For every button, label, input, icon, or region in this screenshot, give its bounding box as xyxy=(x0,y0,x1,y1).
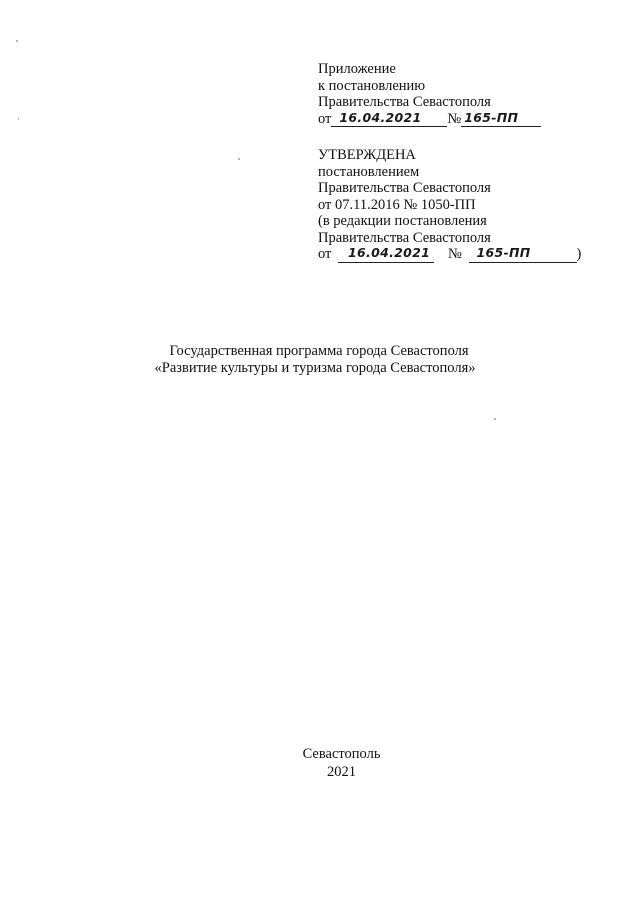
approved-line-1: УТВЕРЖДЕНА xyxy=(318,147,416,163)
scan-speck xyxy=(16,40,18,42)
approved-date-field xyxy=(338,247,434,263)
approval-stamp-block xyxy=(318,147,581,263)
approved-line-5: (в редакции постановления xyxy=(318,213,487,229)
appendix-line-2: к постановлению xyxy=(318,77,426,94)
program-title-line-2: «Развитие культуры и туризма города Севастополя» xyxy=(154,360,476,376)
appendix-date-handwritten: 16.04.2021 xyxy=(339,109,422,125)
footer-year: 2021 xyxy=(327,764,356,780)
program-title xyxy=(0,343,630,377)
approved-date-number-line xyxy=(318,246,581,263)
scan-speck xyxy=(494,418,496,420)
appendix-line-3: Правительства Севастополя xyxy=(318,94,491,110)
appendix-number-field xyxy=(461,111,541,127)
approved-number-field xyxy=(469,247,577,263)
footer-city: Севастополь xyxy=(302,746,381,762)
appendix-header xyxy=(318,61,541,127)
approved-closing-paren: ) xyxy=(576,246,582,262)
appendix-line-1: Приложение xyxy=(318,61,396,77)
approved-date-handwritten: 16.04.2021 xyxy=(348,245,431,260)
program-title-line-1: Государственная программа города Севастополя xyxy=(169,343,469,359)
scan-speck xyxy=(238,158,240,160)
appendix-number-handwritten: 165-ПП xyxy=(464,109,519,125)
appendix-date-field xyxy=(331,111,447,127)
approved-number-prefix: № xyxy=(448,246,462,262)
scan-speck xyxy=(18,118,19,120)
approved-line-2: постановлением xyxy=(318,163,420,180)
appendix-date-prefix: от xyxy=(318,110,332,127)
document-footer xyxy=(0,745,630,781)
approved-line-4: от 07.11.2016 № 1050-ПП xyxy=(318,196,476,213)
approved-number-handwritten: 165-ПП xyxy=(476,245,531,260)
approved-line-6: Правительства Севастополя xyxy=(318,229,491,246)
approved-line-3: Правительства Севастополя xyxy=(318,180,491,196)
appendix-number-prefix: № xyxy=(447,110,462,127)
appendix-date-number-line xyxy=(318,111,541,128)
approved-date-prefix: от xyxy=(318,246,332,262)
